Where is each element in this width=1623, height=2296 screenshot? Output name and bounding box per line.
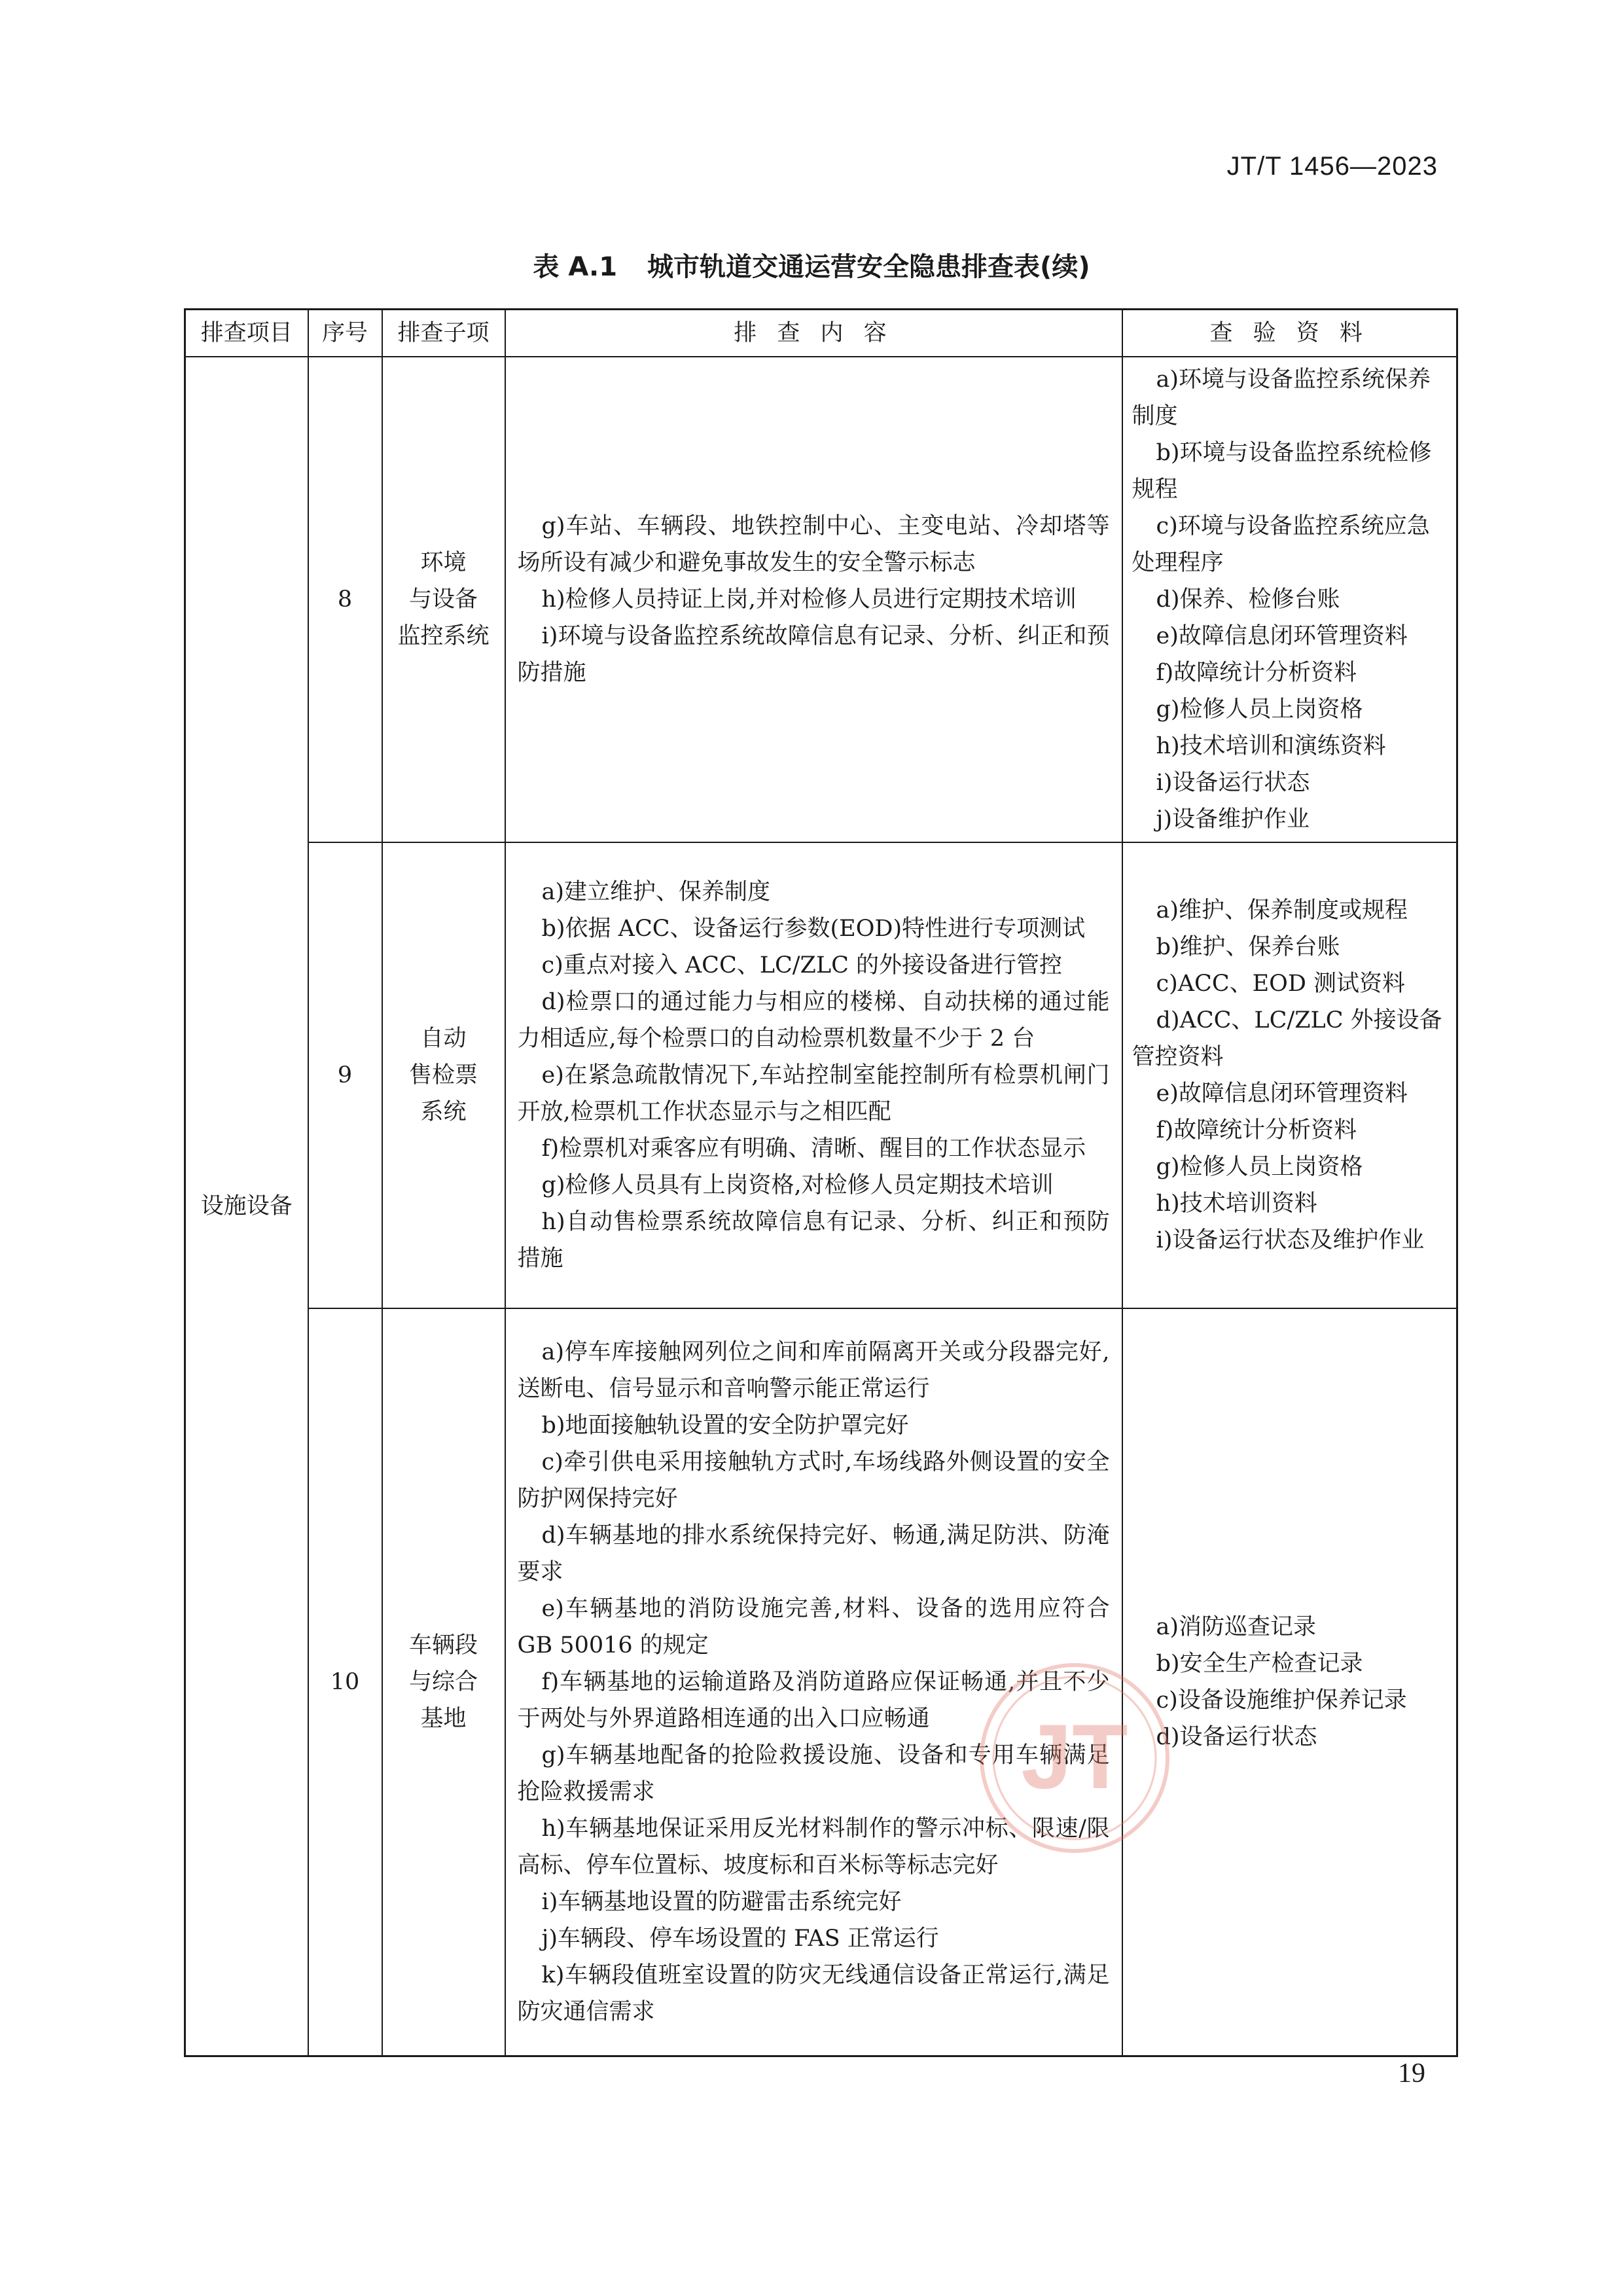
subitem-line: 与综合 (408, 1668, 478, 1695)
subitem-line: 车辆段 (408, 1632, 478, 1659)
material-item: a)环境与设备监控系统保养制度 (1132, 367, 1431, 429)
table-caption: 城市轨道交通运营安全隐患排查表(续) (647, 252, 1090, 282)
material-item: c)环境与设备监控系统应急处理程序 (1132, 513, 1430, 576)
material-item: a)维护、保养制度或规程 (1156, 897, 1408, 924)
material-item: c)设备设施维护保养记录 (1156, 1687, 1407, 1713)
table-header-row (185, 310, 1457, 357)
content-item: e)车辆基地的消防设施完善,材料、设备的选用应符合 GB 50016 的规定 (517, 1595, 1110, 1659)
content-item: h)车辆基地保证采用反光材料制作的警示冲标、限速/限高标、停车位置标、坡度标和百米标等标志完好 (517, 1815, 1110, 1878)
material-item: d)保养、检修台账 (1156, 586, 1340, 613)
content-cell (505, 842, 1122, 1308)
material-item: h)技术培训资料 (1156, 1191, 1317, 1217)
page-number: 19 (1398, 2058, 1425, 2089)
row-number: 8 (308, 357, 382, 842)
table-number: 表 A.1 (533, 252, 618, 282)
content-cell (505, 357, 1122, 842)
subitem-line: 监控系统 (397, 623, 490, 649)
content-item: g)检修人员具有上岗资格,对检修人员定期技术培训 (541, 1172, 1054, 1198)
subitem-line: 基地 (420, 1705, 467, 1732)
content-item: d)检票口的通过能力与相应的楼梯、自动扶梯的通过能力相适应,每个检票口的自动检票机数量不少于 2 台 (517, 989, 1110, 1052)
column-header-materials: 查 验 资 料 (1122, 310, 1457, 357)
content-item: a)停车库接触网列位之间和库前隔离开关或分段器完好,送断电、信号显示和音响警示能正常运行 (517, 1338, 1110, 1402)
content-item: h)自动售检票系统故障信息有记录、分析、纠正和预防措施 (517, 1209, 1110, 1272)
content-item: d)车辆基地的排水系统保持完好、畅通,满足防洪、防淹要求 (517, 1522, 1110, 1585)
content-item: b)地面接触轨设置的安全防护罩完好 (541, 1412, 909, 1439)
content-item: i)车辆基地设置的防避雷击系统完好 (541, 1888, 902, 1915)
content-item: f)检票机对乘客应有明确、清晰、醒目的工作状态显示 (541, 1136, 1086, 1162)
column-header-category: 排查项目 (185, 310, 308, 357)
table-row (185, 357, 1457, 842)
material-item: j)设备维护作业 (1156, 806, 1310, 833)
material-item: b)维护、保养台账 (1156, 934, 1340, 960)
material-item: a)消防巡查记录 (1156, 1613, 1317, 1640)
material-item: c)ACC、EOD 测试资料 (1156, 971, 1406, 997)
material-item: b)安全生产检查记录 (1156, 1650, 1363, 1677)
materials-cell (1122, 842, 1457, 1308)
subitem-cell (382, 1308, 505, 2056)
material-item: i)设备运行状态 (1156, 770, 1310, 796)
subitem-line: 与设备 (408, 586, 478, 613)
material-item: h)技术培训和演练资料 (1156, 733, 1386, 759)
row-number: 9 (308, 842, 382, 1308)
table-row (185, 1308, 1457, 2056)
content-item: a)建立维护、保养制度 (541, 879, 771, 905)
category-cell: 设施设备 (185, 357, 308, 2056)
subitem-line: 系统 (420, 1099, 467, 1125)
materials-cell (1122, 1308, 1457, 2056)
content-item: b)依据 ACC、设备运行参数(EOD)特性进行专项测试 (541, 916, 1086, 942)
material-item: i)设备运行状态及维护作业 (1156, 1227, 1425, 1253)
content-item: f)车辆基地的运输道路及消防道路应保证畅通,并且不少于两处与外界道路相连通的出入口应畅通 (517, 1668, 1110, 1732)
subitem-line: 售检票 (408, 1062, 478, 1088)
content-item: c)重点对接入 ACC、LC/ZLC 的外接设备进行管控 (541, 952, 1062, 978)
subitem-cell (382, 842, 505, 1308)
material-item: e)故障信息闭环管理资料 (1156, 623, 1408, 649)
material-item: e)故障信息闭环管理资料 (1156, 1081, 1408, 1107)
content-item: i)环境与设备监控系统故障信息有记录、分析、纠正和预防措施 (517, 623, 1110, 686)
material-item: b)环境与设备监控系统检修规程 (1132, 440, 1432, 503)
content-item: c)牵引供电采用接触轨方式时,车场线路外侧设置的安全防护网保持完好 (517, 1448, 1110, 1512)
materials-cell (1122, 357, 1457, 842)
subitem-cell (382, 357, 505, 842)
column-header-content: 排 查 内 容 (505, 310, 1122, 357)
material-item: f)故障统计分析资料 (1156, 1117, 1357, 1143)
content-item: g)车站、车辆段、地铁控制中心、主变电站、冷却塔等场所设有减少和避免事故发生的安全警示标志 (517, 513, 1110, 576)
material-item: g)检修人员上岗资格 (1156, 1154, 1363, 1180)
column-header-subitem: 排查子项 (382, 310, 505, 357)
row-number: 10 (308, 1308, 382, 2056)
material-item: g)检修人员上岗资格 (1156, 696, 1363, 723)
column-header-number: 序号 (308, 310, 382, 357)
material-item: d)设备运行状态 (1156, 1723, 1317, 1750)
table-title (0, 246, 1623, 283)
hazard-inspection-table (184, 308, 1458, 2057)
stamp-text: JT (1021, 1705, 1128, 1808)
content-cell (505, 1308, 1122, 2056)
content-item: j)车辆段、停车场设置的 FAS 正常运行 (541, 1925, 939, 1952)
table-row (185, 842, 1457, 1308)
content-item: g)车辆基地配备的抢险救援设施、设备和专用车辆满足抢险救援需求 (517, 1742, 1110, 1805)
subitem-line: 自动 (420, 1026, 467, 1052)
standard-code: JT/T 1456—2023 (1226, 152, 1438, 181)
content-item: h)检修人员持证上岗,并对检修人员进行定期技术培训 (541, 586, 1077, 613)
subitem-line: 环境 (420, 550, 467, 576)
content-item: e)在紧急疏散情况下,车站控制室能控制所有检票机闸门开放,检票机工作状态显示与之相匹配 (517, 1062, 1110, 1125)
content-item: k)车辆段值班室设置的防灾无线通信设备正常运行,满足防灾通信需求 (517, 1962, 1110, 2025)
material-item: f)故障统计分析资料 (1156, 660, 1357, 686)
material-item: d)ACC、LC/ZLC 外接设备管控资料 (1132, 1007, 1442, 1070)
